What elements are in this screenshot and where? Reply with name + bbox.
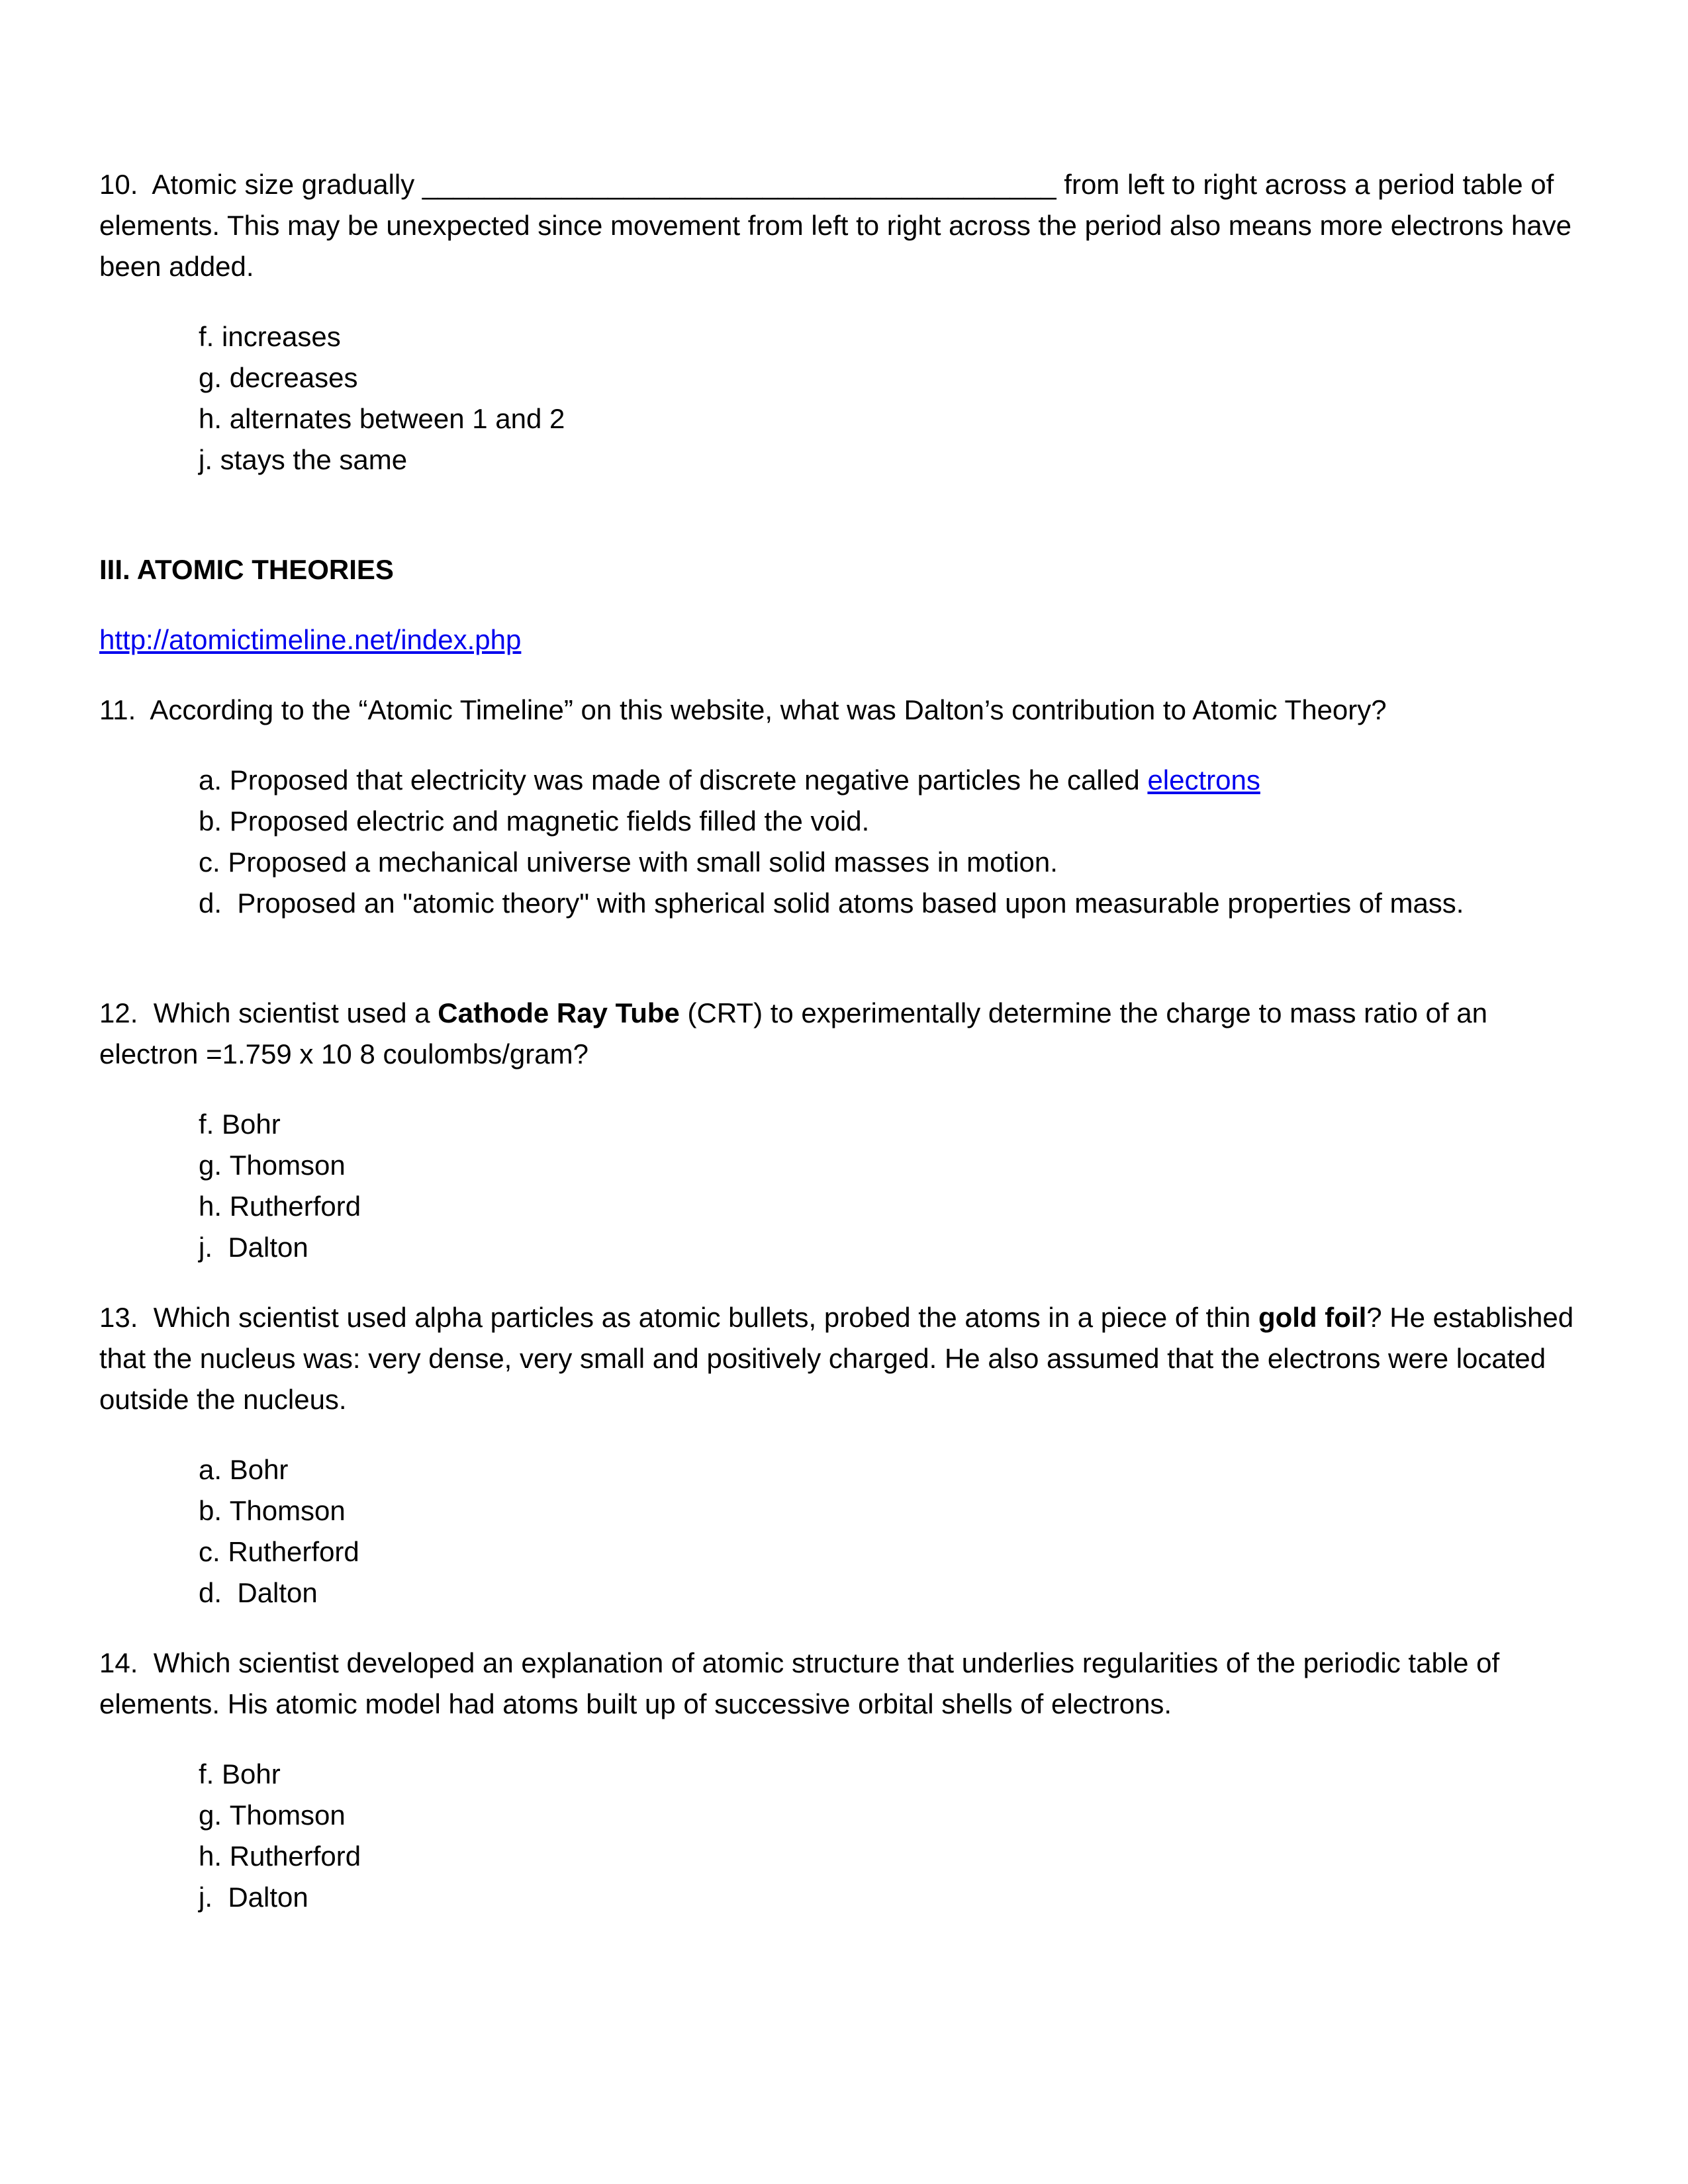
question-number: 11. bbox=[99, 694, 136, 725]
answer-options bbox=[99, 1754, 1589, 1918]
answer-option: g. decreases bbox=[199, 362, 358, 393]
question-text: According to the “Atomic Timeline” on this website, what was Dalton’s contribution to Atomic Theory? bbox=[150, 694, 1387, 725]
answer-option: f. increases bbox=[199, 321, 341, 352]
answer-option: j. Dalton bbox=[199, 1882, 308, 1913]
answer-option: f. Bohr bbox=[199, 1109, 281, 1140]
answer-blank: _________________________________________ bbox=[422, 169, 1056, 200]
answer-options bbox=[99, 1104, 1589, 1268]
answer-options bbox=[99, 1449, 1589, 1614]
answer-option: f. Bohr bbox=[199, 1758, 281, 1790]
answer-option: g. Thomson bbox=[199, 1799, 346, 1831]
question-13 bbox=[99, 1297, 1589, 1420]
answer-option: j. stays the same bbox=[199, 444, 408, 475]
answer-option: h. Rutherford bbox=[199, 1191, 361, 1222]
question-text: (CRT) to experimentally determine the charge to mass ratio of an electron =1.759 x 10 8 coulombs/gram? bbox=[99, 997, 1487, 1069]
worksheet-page bbox=[99, 164, 1589, 1947]
question-text: from left to right across a period table of elements. This may be unexpected since movement from left to right across the period also means more electrons have been added. bbox=[99, 169, 1571, 282]
question-10 bbox=[99, 164, 1589, 287]
spacer bbox=[99, 953, 1589, 993]
answer-option: h. alternates between 1 and 2 bbox=[199, 403, 565, 434]
answer-option: a. Bohr bbox=[199, 1454, 289, 1485]
answer-options bbox=[99, 760, 1589, 924]
answer-option: d. Proposed an "atomic theory" with spherical solid atoms based upon measurable properties of mass. bbox=[199, 887, 1464, 919]
question-text: ? He established that the nucleus was: very dense, very small and positively charged. He also assumed that the electrons were located outside the nucleus. bbox=[99, 1302, 1574, 1415]
answer-options bbox=[99, 316, 1589, 480]
answer-option: d. Dalton bbox=[199, 1577, 318, 1608]
question-number: 14. bbox=[99, 1647, 138, 1678]
url-line bbox=[99, 619, 1589, 660]
bold-term: gold foil bbox=[1258, 1302, 1367, 1333]
question-number: 13. bbox=[99, 1302, 138, 1333]
answer-option: g. Thomson bbox=[199, 1150, 346, 1181]
answer-option: j. Dalton bbox=[199, 1232, 308, 1263]
question-text: Which scientist used alpha particles as atomic bullets, probed the atoms in a piece of thin bbox=[153, 1302, 1251, 1333]
answer-option: h. Rutherford bbox=[199, 1841, 361, 1872]
question-11 bbox=[99, 690, 1589, 731]
question-14 bbox=[99, 1643, 1589, 1725]
question-12 bbox=[99, 993, 1589, 1075]
question-number: 10. bbox=[99, 169, 138, 200]
electrons-link[interactable]: electrons bbox=[1147, 764, 1260, 796]
question-number: 12. bbox=[99, 997, 138, 1028]
bold-term: Cathode Ray Tube bbox=[438, 997, 680, 1028]
answer-option: c. Proposed a mechanical universe with small solid masses in motion. bbox=[199, 846, 1058, 878]
answer-option: c. Rutherford bbox=[199, 1536, 359, 1567]
atomic-timeline-link[interactable]: http://atomictimeline.net/index.php bbox=[99, 624, 522, 655]
question-text: Atomic size gradually bbox=[152, 169, 415, 200]
section-heading: III. ATOMIC THEORIES bbox=[99, 554, 394, 585]
spacer bbox=[99, 510, 1589, 549]
answer-option: a. Proposed that electricity was made of discrete negative particles he called electrons bbox=[199, 764, 1260, 796]
answer-option: b. Thomson bbox=[199, 1495, 346, 1526]
answer-option: b. Proposed electric and magnetic fields filled the void. bbox=[199, 805, 870, 837]
question-text: Which scientist developed an explanation of atomic structure that underlies regularities of the periodic table of elements. His atomic model had atoms built up of successive orbital shells of electrons. bbox=[99, 1647, 1500, 1719]
question-text: Which scientist used a bbox=[153, 997, 430, 1028]
